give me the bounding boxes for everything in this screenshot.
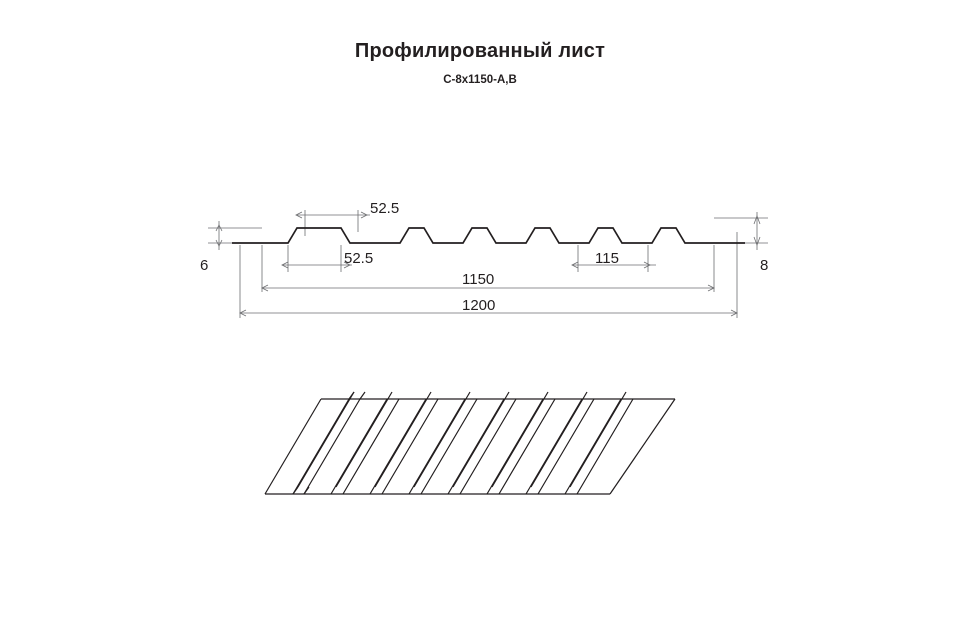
dimension-useful-width: 1150 <box>462 271 495 288</box>
dimension-height-right: 8 <box>760 257 769 274</box>
isometric-sheet-view <box>265 392 675 494</box>
dimension-pitch-top: 52.5 <box>370 200 400 217</box>
dimension-height-left: 6 <box>200 257 209 274</box>
dimension-rib-spacing: 115 <box>595 250 619 267</box>
page-title: Профилированный лист <box>354 40 606 62</box>
isometric-ribs <box>293 399 633 494</box>
dimension-overall-width: 1200 <box>462 297 496 314</box>
page-subtitle: С-8x1150-A,B <box>443 74 517 86</box>
dimension-pitch-bottom: 52.5 <box>344 250 374 267</box>
corrugated-profile-outline <box>232 228 745 243</box>
